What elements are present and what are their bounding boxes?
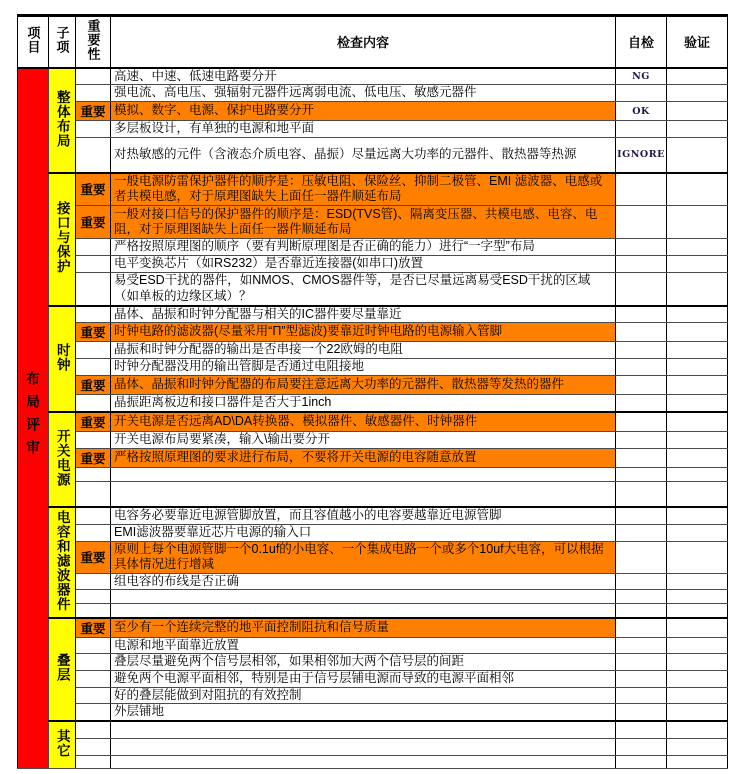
- check-content-cell[interactable]: 好的叠层能做到对阻抗的有效控制: [111, 687, 616, 704]
- selfcheck-empty-cell[interactable]: [616, 604, 667, 618]
- importance-empty-cell[interactable]: [76, 654, 111, 671]
- importance-flag-cell[interactable]: 重要: [76, 412, 111, 432]
- subitem-cell: [49, 618, 76, 721]
- checklist-row: [18, 323, 728, 342]
- checklist-row: [18, 359, 728, 376]
- checklist-row: [18, 412, 728, 432]
- subitem-cell: [49, 721, 76, 769]
- checklist-row: [18, 637, 728, 654]
- check-content-cell[interactable]: 一般对接口信号的保护器件的顺序是：ESD(TVS管)、隔离变压器、共模电感、电容、电阻，对于原理图缺失上面任一器件顺延布局: [111, 206, 616, 239]
- verify-cell[interactable]: [667, 412, 728, 432]
- subitem-cell: [49, 412, 76, 508]
- verify-cell[interactable]: [667, 173, 728, 206]
- selfcheck-empty-cell[interactable]: [616, 467, 667, 481]
- importance-flag-cell[interactable]: 重要: [76, 376, 111, 395]
- checklist-row: [18, 138, 728, 173]
- importance-empty-cell[interactable]: [76, 138, 111, 173]
- importance-empty-cell[interactable]: [76, 590, 111, 604]
- check-content-cell[interactable]: [111, 739, 616, 756]
- checklist-row: [18, 654, 728, 671]
- column-header-subitem: [49, 16, 76, 68]
- check-content-cell[interactable]: EMI滤波器要靠近芯片电源的输入口: [111, 524, 616, 541]
- check-content-cell[interactable]: 晶体、晶振和时钟分配器的布局要注意远离大功率的元器件、散热器等发热的器件: [111, 376, 616, 395]
- selfcheck-empty-cell[interactable]: [616, 206, 667, 239]
- importance-empty-cell[interactable]: [76, 306, 111, 323]
- importance-empty-cell[interactable]: [76, 524, 111, 541]
- check-content-cell[interactable]: 严格按照原理图的要求进行布局，不要将开关电源的电容随意放置: [111, 448, 616, 467]
- check-content-cell[interactable]: 一般电源防雷保护器件的顺序是：压敏电阻、保险丝、抑制二极管、EMI 滤波器、电感或者共模电感，对于原理图缺失上面任一器件顺延布局: [111, 173, 616, 206]
- column-header-importance: [76, 16, 111, 68]
- importance-empty-cell[interactable]: [76, 467, 111, 481]
- subitem-cell: [49, 507, 76, 618]
- importance-empty-cell[interactable]: [76, 739, 111, 756]
- column-header-importance-label: 重要性: [85, 19, 101, 62]
- importance-empty-cell[interactable]: [76, 721, 111, 739]
- column-header-content: 检查内容: [111, 16, 616, 68]
- verify-cell[interactable]: [667, 481, 728, 507]
- check-content-cell[interactable]: 组电容的布线是否正确: [111, 573, 616, 590]
- layout-review-checklist-table: [17, 14, 728, 769]
- selfcheck-status-cell[interactable]: OK: [616, 102, 667, 121]
- check-content-cell[interactable]: 多层板设计，有单独的电源和地平面: [111, 121, 616, 138]
- selfcheck-empty-cell[interactable]: [616, 376, 667, 395]
- selfcheck-empty-cell[interactable]: [616, 323, 667, 342]
- selfcheck-status-cell[interactable]: NG: [616, 68, 667, 85]
- verify-cell[interactable]: [667, 654, 728, 671]
- verify-cell[interactable]: [667, 342, 728, 359]
- selfcheck-empty-cell[interactable]: [616, 448, 667, 467]
- selfcheck-empty-cell[interactable]: [616, 359, 667, 376]
- checklist-row: [18, 507, 728, 524]
- checklist-row: [18, 467, 728, 481]
- checklist-row: [18, 756, 728, 769]
- checklist-row: [18, 85, 728, 102]
- checklist-row: [18, 376, 728, 395]
- verify-cell[interactable]: [667, 573, 728, 590]
- importance-flag-cell[interactable]: 重要: [76, 448, 111, 467]
- verify-cell[interactable]: [667, 306, 728, 323]
- verify-cell[interactable]: [667, 256, 728, 273]
- check-content-cell[interactable]: 时钟电路的滤波器(尽量采用“Π”型滤波)要靠近时钟电路的电源输入管脚: [111, 323, 616, 342]
- importance-empty-cell[interactable]: [76, 573, 111, 590]
- check-content-cell[interactable]: 高速、中速、低速电路要分开: [111, 68, 616, 85]
- selfcheck-empty-cell[interactable]: [616, 687, 667, 704]
- selfcheck-empty-cell[interactable]: [616, 85, 667, 102]
- checklist-row: [18, 431, 728, 448]
- checklist-row: [18, 618, 728, 638]
- subitem-cell: [49, 306, 76, 412]
- selfcheck-empty-cell[interactable]: [616, 541, 667, 573]
- selfcheck-empty-cell[interactable]: [616, 273, 667, 306]
- check-content-cell[interactable]: 开关电源是否远离AD\DA转换器、模拟器件、敏感器件、时钟器件: [111, 412, 616, 432]
- verify-cell[interactable]: [667, 604, 728, 618]
- selfcheck-empty-cell[interactable]: [616, 395, 667, 412]
- verify-cell[interactable]: [667, 239, 728, 256]
- importance-empty-cell[interactable]: [76, 507, 111, 524]
- importance-flag-cell[interactable]: 重要: [76, 206, 111, 239]
- verify-cell[interactable]: [667, 756, 728, 769]
- verify-cell[interactable]: [667, 68, 728, 85]
- selfcheck-empty-cell[interactable]: [616, 637, 667, 654]
- verify-cell[interactable]: [667, 138, 728, 173]
- subitem-label: 接口与保护: [54, 201, 70, 274]
- check-content-cell[interactable]: 强电流、高电压、强辐射元器件远离弱电流、低电压、敏感元器件: [111, 85, 616, 102]
- verify-cell[interactable]: [667, 637, 728, 654]
- importance-empty-cell[interactable]: [76, 239, 111, 256]
- project-cell-layout-review: [18, 68, 49, 769]
- column-header-project: [18, 16, 49, 68]
- check-content-cell[interactable]: [111, 467, 616, 481]
- importance-empty-cell[interactable]: [76, 395, 111, 412]
- check-content-cell[interactable]: 开关电源布局要紧凑，输入\输出要分开: [111, 431, 616, 448]
- importance-empty-cell[interactable]: [76, 637, 111, 654]
- checklist-row: [18, 687, 728, 704]
- check-content-cell[interactable]: 电平变换芯片（如RS232）是否靠近连接器(如串口)放置: [111, 256, 616, 273]
- check-content-cell[interactable]: 时钟分配器没用的输出管脚是否通过电阻接地: [111, 359, 616, 376]
- importance-flag-cell[interactable]: 重要: [76, 323, 111, 342]
- check-content-cell[interactable]: 对热敏感的元件（含液态介质电容、晶振）尽量远离大功率的元器件、散热器等热源: [111, 138, 616, 173]
- verify-cell[interactable]: [667, 121, 728, 138]
- verify-cell[interactable]: [667, 323, 728, 342]
- selfcheck-empty-cell[interactable]: [616, 239, 667, 256]
- checklist-row: [18, 590, 728, 604]
- checklist-row: [18, 448, 728, 467]
- importance-empty-cell[interactable]: [76, 431, 111, 448]
- verify-cell[interactable]: [667, 687, 728, 704]
- importance-empty-cell[interactable]: [76, 359, 111, 376]
- subitem-label: 整体布局: [54, 89, 70, 148]
- check-content-cell[interactable]: 叠层尽量避免两个信号层相邻，如果相邻加大两个信号层的间距: [111, 654, 616, 671]
- subitem-label: 其它: [54, 728, 70, 758]
- verify-cell[interactable]: [667, 704, 728, 721]
- checklist-row: [18, 573, 728, 590]
- importance-empty-cell[interactable]: [76, 604, 111, 618]
- importance-empty-cell[interactable]: [76, 704, 111, 721]
- checklist-row: [18, 604, 728, 618]
- checklist-row: [18, 306, 728, 323]
- column-header-selfcheck: 自检: [616, 16, 667, 68]
- check-content-cell[interactable]: 电源和地平面靠近放置: [111, 637, 616, 654]
- check-content-cell[interactable]: 晶体、晶振和时钟分配器与相关的IC器件要尽量靠近: [111, 306, 616, 323]
- checklist-row: [18, 704, 728, 721]
- verify-cell[interactable]: [667, 206, 728, 239]
- checklist-row: [18, 239, 728, 256]
- checklist-row: [18, 273, 728, 306]
- subitem-label: 电容和滤波器件: [54, 510, 70, 612]
- verify-cell[interactable]: [667, 448, 728, 467]
- selfcheck-empty-cell[interactable]: [616, 590, 667, 604]
- importance-flag-cell[interactable]: 重要: [76, 173, 111, 206]
- subitem-label: 时钟: [54, 342, 70, 372]
- importance-empty-cell[interactable]: [76, 342, 111, 359]
- check-content-cell[interactable]: 原则上每个电源管脚一个0.1uf的小电容、一个集成电路一个或多个10uf大电容，可以根据具体情况进行增减: [111, 541, 616, 573]
- verify-cell[interactable]: [667, 376, 728, 395]
- importance-flag-cell[interactable]: 重要: [76, 541, 111, 573]
- checklist-body: [18, 68, 728, 769]
- selfcheck-empty-cell[interactable]: [616, 431, 667, 448]
- selfcheck-empty-cell[interactable]: [616, 704, 667, 721]
- column-header-verify: 验证: [667, 16, 728, 68]
- verify-cell[interactable]: [667, 467, 728, 481]
- column-header-subitem-label: 子项: [54, 26, 70, 55]
- importance-empty-cell[interactable]: [76, 756, 111, 769]
- check-content-cell[interactable]: 外层铺地: [111, 704, 616, 721]
- selfcheck-empty-cell[interactable]: [616, 756, 667, 769]
- selfcheck-empty-cell[interactable]: [616, 256, 667, 273]
- verify-cell[interactable]: [667, 85, 728, 102]
- selfcheck-empty-cell[interactable]: [616, 739, 667, 756]
- header-row: [18, 16, 728, 68]
- selfcheck-empty-cell[interactable]: [616, 306, 667, 323]
- checklist-row: [18, 121, 728, 138]
- check-content-cell[interactable]: 晶振和时钟分配器的输出是否串接一个22欧姆的电阻: [111, 342, 616, 359]
- column-header-project-label: 项目: [25, 26, 41, 55]
- check-content-cell[interactable]: 严格按照原理图的顺序（要有判断原理图是否正确的能力）进行“一字型”布局: [111, 239, 616, 256]
- checklist-row: [18, 541, 728, 573]
- check-content-cell[interactable]: 电容务必要靠近电源管脚放置，而且容值越小的电容要越靠近电源管脚: [111, 507, 616, 524]
- check-content-cell[interactable]: 至少有一个连续完整的地平面控制阻抗和信号质量: [111, 618, 616, 638]
- check-content-cell[interactable]: 晶振距离板边和接口器件是否大于1inch: [111, 395, 616, 412]
- project-label: 布局评审: [25, 370, 41, 463]
- verify-cell[interactable]: [667, 102, 728, 121]
- selfcheck-empty-cell[interactable]: [616, 481, 667, 507]
- importance-empty-cell[interactable]: [76, 85, 111, 102]
- verify-cell[interactable]: [667, 359, 728, 376]
- selfcheck-empty-cell[interactable]: [616, 412, 667, 432]
- importance-empty-cell[interactable]: [76, 687, 111, 704]
- checklist-row: [18, 721, 728, 739]
- importance-empty-cell[interactable]: [76, 670, 111, 687]
- selfcheck-empty-cell[interactable]: [616, 121, 667, 138]
- check-content-cell[interactable]: [111, 604, 616, 618]
- subitem-label: 叠层: [54, 653, 70, 682]
- check-content-cell[interactable]: [111, 481, 616, 507]
- selfcheck-empty-cell[interactable]: [616, 654, 667, 671]
- selfcheck-status-cell[interactable]: IGNORE: [616, 138, 667, 173]
- selfcheck-empty-cell[interactable]: [616, 573, 667, 590]
- checklist-row: [18, 481, 728, 507]
- verify-cell[interactable]: [667, 721, 728, 739]
- checklist-row: [18, 173, 728, 206]
- importance-empty-cell[interactable]: [76, 121, 111, 138]
- verify-cell[interactable]: [667, 670, 728, 687]
- checklist-row: [18, 670, 728, 687]
- check-content-cell[interactable]: 避免两个电源平面相邻，特别是由于信号层铺电源而导致的电源平面相邻: [111, 670, 616, 687]
- checklist-row: [18, 342, 728, 359]
- subitem-cell: [49, 68, 76, 173]
- verify-cell[interactable]: [667, 395, 728, 412]
- verify-cell[interactable]: [667, 739, 728, 756]
- check-content-cell[interactable]: [111, 590, 616, 604]
- checklist-row: [18, 395, 728, 412]
- subitem-label: 开关电源: [54, 428, 70, 487]
- selfcheck-empty-cell[interactable]: [616, 721, 667, 739]
- selfcheck-empty-cell[interactable]: [616, 342, 667, 359]
- verify-cell[interactable]: [667, 541, 728, 573]
- importance-empty-cell[interactable]: [76, 68, 111, 85]
- checklist-row: [18, 524, 728, 541]
- checklist-row: [18, 68, 728, 85]
- subitem-cell: [49, 173, 76, 306]
- verify-cell[interactable]: [667, 507, 728, 524]
- selfcheck-empty-cell[interactable]: [616, 507, 667, 524]
- importance-empty-cell[interactable]: [76, 481, 111, 507]
- verify-cell[interactable]: [667, 524, 728, 541]
- check-content-cell[interactable]: 易受ESD干扰的器件，如NMOS、CMOS器件等，是否已尽量远离易受ESD干扰的区域（如单板的边缘区域）？: [111, 273, 616, 306]
- selfcheck-empty-cell[interactable]: [616, 618, 667, 638]
- checklist-row: [18, 739, 728, 756]
- checklist-row: [18, 206, 728, 239]
- importance-empty-cell[interactable]: [76, 273, 111, 306]
- importance-flag-cell[interactable]: 重要: [76, 102, 111, 121]
- selfcheck-empty-cell[interactable]: [616, 173, 667, 206]
- verify-cell[interactable]: [667, 590, 728, 604]
- importance-flag-cell[interactable]: 重要: [76, 618, 111, 638]
- selfcheck-empty-cell[interactable]: [616, 524, 667, 541]
- verify-cell[interactable]: [667, 273, 728, 306]
- checklist-row: [18, 256, 728, 273]
- selfcheck-empty-cell[interactable]: [616, 670, 667, 687]
- verify-cell[interactable]: [667, 431, 728, 448]
- check-content-cell[interactable]: 模拟、数字、电源、保护电路要分开: [111, 102, 616, 121]
- check-content-cell[interactable]: [111, 756, 616, 769]
- importance-empty-cell[interactable]: [76, 256, 111, 273]
- check-content-cell[interactable]: [111, 721, 616, 739]
- verify-cell[interactable]: [667, 618, 728, 638]
- checklist-row: [18, 102, 728, 121]
